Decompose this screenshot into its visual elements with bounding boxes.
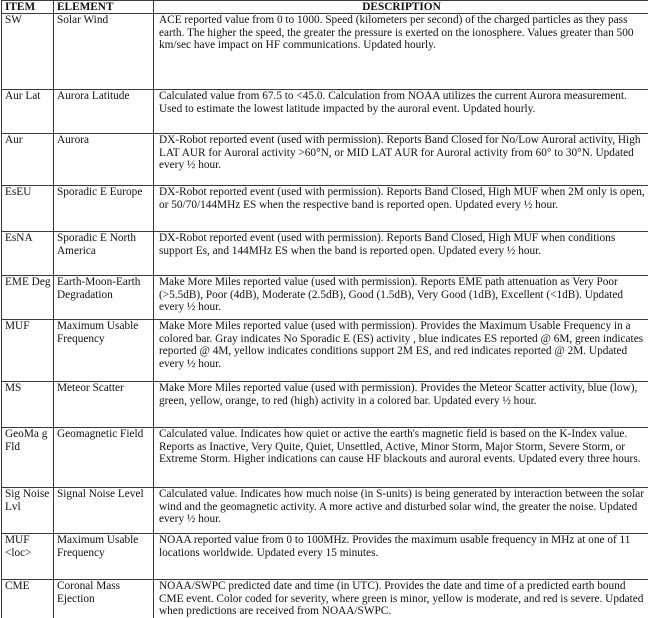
table-row <box>2 428 649 488</box>
table-row <box>2 580 649 618</box>
description-cell: Calculated value from 67.5 to <45.0. Calculation from NOAA utilizes the current Aurora measurement. Used to estimate the lowest latitude impacted by the auroral event. Updated hourly. <box>154 90 649 134</box>
table-row <box>2 488 649 534</box>
item-cell: MS <box>2 382 54 428</box>
item-cell: EsEU <box>2 186 54 232</box>
table-row <box>2 276 649 320</box>
element-cell: Maximum Usable Frequency <box>54 534 154 580</box>
element-cell: Maximum Usable Frequency <box>54 320 154 382</box>
element-cell: Geomagnetic Field <box>54 428 154 488</box>
table-row <box>2 534 649 580</box>
element-cell: Aurora Latitude <box>54 90 154 134</box>
item-cell: SW <box>2 14 54 90</box>
parameter-table <box>1 0 648 618</box>
header-row <box>2 1 649 14</box>
table-row <box>2 186 649 232</box>
item-cell: EsNA <box>2 232 54 276</box>
element-cell: Coronal Mass Ejection <box>54 580 154 618</box>
description-cell: DX-Robot reported event (used with permission). Reports Band Closed, High MUF when conditions support Es, and 144MHz ES when the band is reported open. Updated every ½ hour. <box>154 232 649 276</box>
element-cell: Sporadic E North America <box>54 232 154 276</box>
header-description: DESCRIPTION <box>154 1 649 14</box>
item-cell: Aur Lat <box>2 90 54 134</box>
item-cell: Aur <box>2 134 54 186</box>
description-cell: Make More Miles reported value (used with permission). Reports EME path attenuation as Very Poor (>5.5dB), Poor (4dB), Moderate (2.5dB), Good (1.5dB), Very Good (1dB), Excellent (<1dB). Updated every ½ hour. <box>154 276 649 320</box>
table-row <box>2 382 649 428</box>
document-page <box>1 0 648 618</box>
description-cell: DX-Robot reported event (used with permission). Reports Band Closed for No/Low Auroral activity, High LAT AUR for Auroral activity >60°N, or MID LAT AUR for Auroral activity from 60° to 30°N. Updated every ½ hour. <box>154 134 649 186</box>
element-cell: Solar Wind <box>54 14 154 90</box>
description-cell: Calculated value. Indicates how much noise (in S-units) is being generated by interaction between the solar wind and the geomagnetic activity. A more active and disturbed solar wind, the greater the noise. Updated every ½ hour. <box>154 488 649 534</box>
item-cell: MUF <loc> <box>2 534 54 580</box>
table-row <box>2 90 649 134</box>
item-cell: CME <box>2 580 54 618</box>
table-row <box>2 134 649 186</box>
element-cell: Aurora <box>54 134 154 186</box>
table-row <box>2 232 649 276</box>
element-cell: Earth-Moon-Earth Degradation <box>54 276 154 320</box>
item-cell: Sig Noise Lvl <box>2 488 54 534</box>
header-item: ITEM <box>2 1 54 14</box>
description-cell: Calculated value. Indicates how quiet or active the earth's magnetic field is based on the K-Index value. Reports as Inactive, Very Quite, Quiet, Unsettled, Active, Minor Storm, Major Storm, Severe Storm, or Extreme Storm. Higher indications can cause HF blackouts and auroral events. Updated every three hours. <box>154 428 649 488</box>
header-element: ELEMENT <box>54 1 154 14</box>
description-cell: NOAA reported value from 0 to 100MHz. Provides the maximum usable frequency in MHz at one of 11 locations worldwide. Updated every 15 minutes. <box>154 534 649 580</box>
description-cell: Make More Miles reported value (used with permission). Provides the Meteor Scatter activity, blue (low), green, yellow, orange, to red (high) activity in a colored bar. Updated every ½ hour. <box>154 382 649 428</box>
description-cell: ACE reported value from 0 to 1000. Speed (kilometers per second) of the charged particles as they pass earth. The higher the speed, the greater the pressure is exerted on the ionosphere. Values greater than 500 km/sec have impact on HF communications. Updated hourly. <box>154 14 649 90</box>
element-cell: Meteor Scatter <box>54 382 154 428</box>
description-cell: DX-Robot reported event (used with permission). Reports Band Closed, High MUF when 2M only is open, or 50/70/144MHz ES when the respective band is reported open. Updated every ½ hour. <box>154 186 649 232</box>
element-cell: Sporadic E Europe <box>54 186 154 232</box>
item-cell: GeoMa g Fld <box>2 428 54 488</box>
table-row <box>2 14 649 90</box>
description-cell: Make More Miles reported value (used with permission). Provides the Maximum Usable Frequency in a colored bar. Gray indicates No Sporadic E (ES) activity , blue indicates ES reported @ 6M, green indicates reported @ 4M, yellow indicates conditions support 2M ES, and red indicates reported @ 2M. Updated every ½ hour. <box>154 320 649 382</box>
element-cell: Signal Noise Level <box>54 488 154 534</box>
item-cell: MUF <box>2 320 54 382</box>
table-row <box>2 320 649 382</box>
description-cell: NOAA/SWPC predicted date and time (in UTC). Provides the date and time of a predicted earth bound CME event. Color coded for severity, where green is minor, yellow is moderate, and red is severe. Updated when predictions are received from NOAA/SWPC. <box>154 580 649 618</box>
item-cell: EME Deg <box>2 276 54 320</box>
